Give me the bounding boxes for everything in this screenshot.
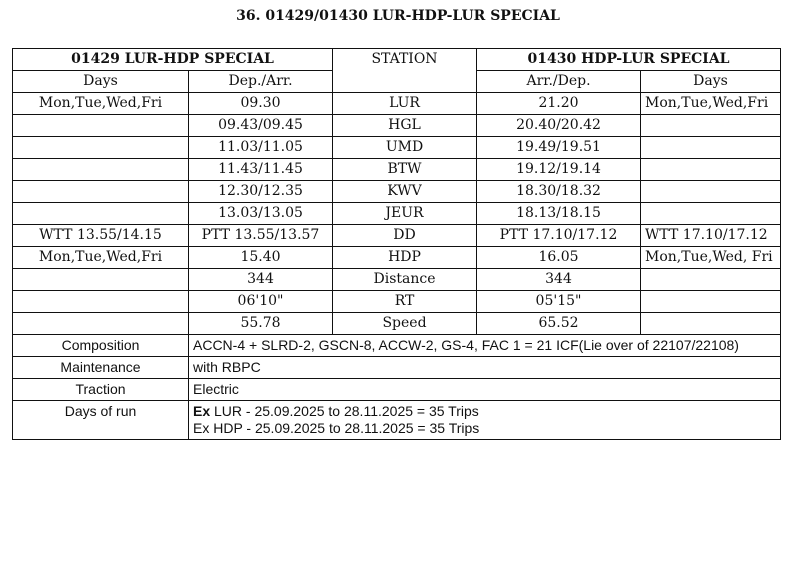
left-deparr-cell: 09.43/09.45 [189,115,333,137]
page-title: 36. 01429/01430 LUR-HDP-LUR SPECIAL [236,8,560,24]
left-days-cell [13,203,189,225]
station-cell: DD [333,225,477,247]
schedule-row [13,291,781,313]
right-days-cell [641,181,781,203]
left-days-cell [13,115,189,137]
schedule-row [13,203,781,225]
left-deparr-cell: 13.03/13.05 [189,203,333,225]
maintenance-label: Maintenance [13,357,189,379]
schedule-row [13,269,781,291]
schedule-row [13,137,781,159]
timetable [12,48,781,440]
right-arrdep-cell: 19.12/19.14 [477,159,641,181]
right-arrdep-cell: 20.40/20.42 [477,115,641,137]
days-of-run-value [189,401,781,440]
left-deparr-cell: 344 [189,269,333,291]
maintenance-value: with RBPC [189,357,781,379]
station-cell: HGL [333,115,477,137]
station-cell: JEUR [333,203,477,225]
left-deparr-cell: 09.30 [189,93,333,115]
traction-label: Traction [13,379,189,401]
left-days-header: Days [13,71,189,93]
run-line-lur-prefix: Ex [193,403,211,419]
station-cell: BTW [333,159,477,181]
right-days-cell: Mon,Tue,Wed, Fri [641,247,781,269]
left-deparr-cell: PTT 13.55/13.57 [189,225,333,247]
schedule-row [13,247,781,269]
left-deparr-cell: 12.30/12.35 [189,181,333,203]
right-train-header: 01430 HDP-LUR SPECIAL [477,49,781,71]
schedule-row [13,225,781,247]
run-line-hdp-prefix: Ex [193,420,210,436]
run-line-hdp-text: HDP - 25.09.2025 to 28.11.2025 = 35 Trips [209,420,480,436]
right-arrdep-cell: 18.13/18.15 [477,203,641,225]
schedule-body [13,93,781,335]
right-days-cell [641,159,781,181]
station-cell: KWV [333,181,477,203]
run-line-lur-text: LUR - 25.09.2025 to 28.11.2025 = 35 Trips [210,403,479,419]
station-cell: RT [333,291,477,313]
left-deparr-cell: 55.78 [189,313,333,335]
right-days-cell: Mon,Tue,Wed,Fri [641,93,781,115]
traction-value: Electric [189,379,781,401]
right-arrdep-cell: 21.20 [477,93,641,115]
schedule-row [13,313,781,335]
left-days-cell [13,181,189,203]
traction-row [13,379,781,401]
right-arrdep-cell: 05'15" [477,291,641,313]
left-deparr-cell: 11.43/11.45 [189,159,333,181]
right-arrdep-cell: 16.05 [477,247,641,269]
right-days-cell [641,313,781,335]
schedule-row [13,159,781,181]
maintenance-row [13,357,781,379]
right-arrdep-cell: PTT 17.10/17.12 [477,225,641,247]
left-days-cell [13,159,189,181]
composition-row [13,335,781,357]
right-days-cell [641,203,781,225]
right-days-cell [641,115,781,137]
right-arrdep-cell: 19.49/19.51 [477,137,641,159]
right-days-cell: WTT 17.10/17.12 [641,225,781,247]
left-days-cell: Mon,Tue,Wed,Fri [13,247,189,269]
left-days-cell [13,269,189,291]
left-deparr-cell: 06'10" [189,291,333,313]
run-line-lur [193,403,776,420]
station-cell: HDP [333,247,477,269]
left-days-cell [13,313,189,335]
composition-label: Composition [13,335,189,357]
schedule-row [13,93,781,115]
right-days-cell [641,137,781,159]
left-train-header: 01429 LUR-HDP SPECIAL [13,49,333,71]
right-arrdep-header: Arr./Dep. [477,71,641,93]
left-days-cell [13,137,189,159]
right-days-header: Days [641,71,781,93]
left-days-cell [13,291,189,313]
right-days-cell [641,269,781,291]
right-arrdep-cell: 344 [477,269,641,291]
left-deparr-cell: 15.40 [189,247,333,269]
right-days-cell [641,291,781,313]
days-of-run-label: Days of run [13,401,189,440]
station-cell: Speed [333,313,477,335]
left-days-cell: WTT 13.55/14.15 [13,225,189,247]
station-cell: UMD [333,137,477,159]
right-arrdep-cell: 65.52 [477,313,641,335]
left-deparr-header: Dep./Arr. [189,71,333,93]
left-deparr-cell: 11.03/11.05 [189,137,333,159]
schedule-row [13,181,781,203]
header-row-trains [13,49,781,71]
schedule-row [13,115,781,137]
station-cell: LUR [333,93,477,115]
right-arrdep-cell: 18.30/18.32 [477,181,641,203]
station-cell: Distance [333,269,477,291]
left-days-cell: Mon,Tue,Wed,Fri [13,93,189,115]
composition-value: ACCN-4 + SLRD-2, GSCN-8, ACCW-2, GS-4, FAC 1 = 21 ICF(Lie over of 22107/22108) [189,335,781,357]
run-line-hdp [193,420,776,437]
days-of-run-row [13,401,781,440]
station-header: STATION [333,49,477,93]
